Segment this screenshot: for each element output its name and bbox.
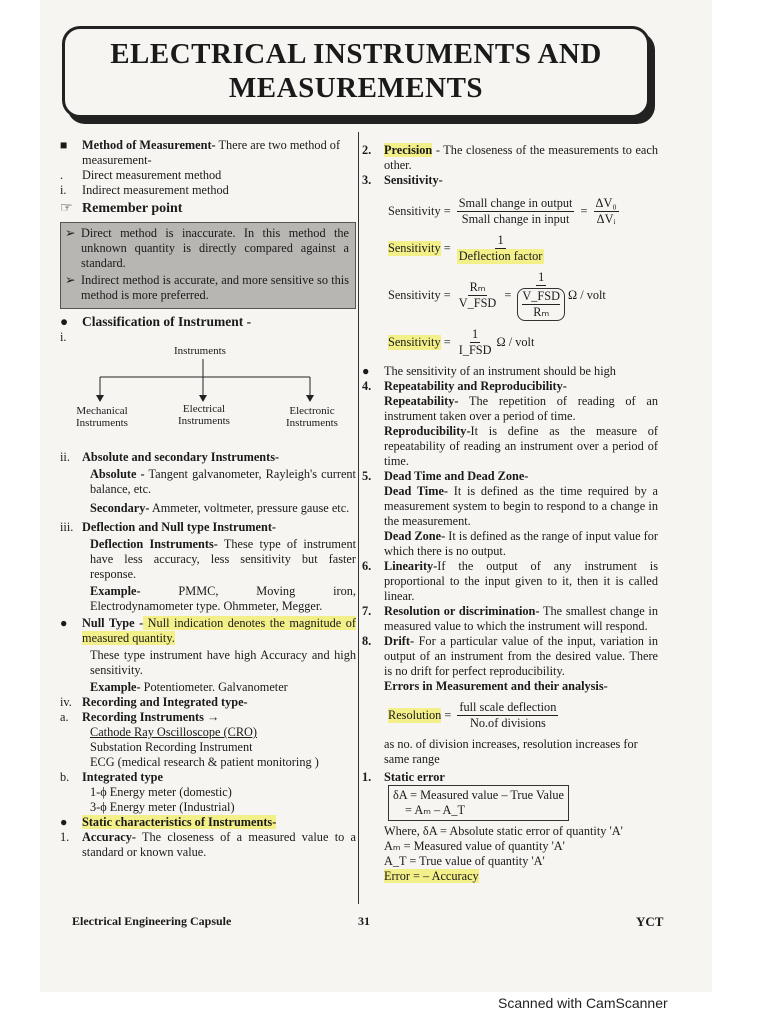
sensitivity-note: The sensitivity of an instrument should be high xyxy=(384,364,616,378)
formula-denominator: Deflection factor xyxy=(458,249,543,263)
list-marker: a. xyxy=(60,710,69,724)
sensitivity-formula-1: Sensitivity = $\frac{\text{Small change in output}}{\text{Small change in input}}$ = $\frac{\text{ΔV₀}}{\text{ΔVᵢ}}$ xyxy=(388,196,617,226)
linearity-text: If the output of any instrument is proportional to the input given to it, then it is called linear. xyxy=(384,559,658,603)
unit-text: Ω / volt xyxy=(568,288,606,302)
null-example xyxy=(60,680,356,695)
list-marker: 4. xyxy=(362,379,372,393)
where-line-2: Aₘ = Measured value of quantity 'A' xyxy=(384,839,565,853)
classification-heading-row xyxy=(60,313,356,330)
method-item xyxy=(60,138,356,168)
direct-item: . Direct measurement method xyxy=(60,168,356,183)
drift-item xyxy=(362,634,658,679)
static-error-formula-box xyxy=(388,785,569,821)
resolution-label: Resolution or discrimination- xyxy=(384,604,540,618)
classification-tree xyxy=(60,345,356,450)
repeatability-text: The repetition of reading of an instrument taken over a period of time. xyxy=(384,394,658,423)
static-error-heading: Static error xyxy=(384,770,445,784)
tree-node-electrical: Electrical Instruments xyxy=(178,403,230,427)
dead-time-text: It is defined as the time required by a measurement system to begin to respond to a change in the measurement. xyxy=(384,484,658,528)
list-marker: 1. xyxy=(60,830,70,844)
resolution-formula: Resolution = $\frac{\text{full scale deflection}}{\text{No.of divisions}}$ xyxy=(388,700,557,730)
precision-item xyxy=(362,143,658,173)
recording-heading-row xyxy=(60,695,356,710)
reproducibility-text: It is define as the measure of repeatability of reading an instrument over a period of time. xyxy=(384,424,658,468)
repeatability-heading-row xyxy=(362,379,658,394)
recording-item-ecg: ECG (medical research & patient monitoring ) xyxy=(90,755,319,769)
footer-publisher: YCT xyxy=(636,914,664,929)
formula-numerator: Rₘ xyxy=(469,280,486,294)
recording-integrated-heading: Recording and Integrated type- xyxy=(82,695,248,709)
tree-root: Instruments xyxy=(174,345,226,357)
pointing-hand-icon: ☞ xyxy=(60,201,73,216)
where-line-1: Where, δA = Absolute static error of quantity 'A' xyxy=(384,824,623,838)
sensitivity-term: Sensitivity xyxy=(388,241,441,255)
formula-denominator: I_FSD xyxy=(458,343,492,357)
formula-inner-denominator: Rₘ xyxy=(533,305,550,319)
formula-inner-numerator: V_FSD xyxy=(522,289,560,303)
dead-time-heading: Dead Time and Dead Zone- xyxy=(384,469,529,483)
linearity-item xyxy=(362,559,658,604)
formula-denominator: Small change in input xyxy=(461,212,570,226)
recording-instruments-row xyxy=(60,710,356,725)
repeatability-item xyxy=(362,394,658,424)
scanner-watermark: Scanned with CamScanner xyxy=(498,995,668,1011)
resolution-term: Resolution xyxy=(388,708,442,722)
circle-bullet-icon: ● xyxy=(60,815,68,829)
arrow-bullet-icon: ➢ xyxy=(65,273,76,287)
direct-method: Direct measurement method xyxy=(82,168,222,182)
sensitivity-term: Sensitivity xyxy=(388,335,441,349)
left-column xyxy=(60,138,356,860)
static-error-formula-1: δA = Measured value – True Value xyxy=(393,788,564,802)
tree-lines xyxy=(60,345,356,450)
secondary-text: Ammeter, voltmeter, pressure gause etc. xyxy=(149,501,350,515)
list-marker: 2. xyxy=(362,143,372,157)
resolution-text: The smallest change in measured value to which the instrument will respond. xyxy=(384,604,658,633)
null-example-label: Example- xyxy=(90,680,141,694)
circle-bullet-icon: ● xyxy=(362,364,370,378)
example-text: PMMC, Moving iron, Electrodynamometer type. Ohmmeter, Megger. xyxy=(90,584,356,613)
deflection-label: Deflection Instruments- xyxy=(90,537,218,551)
reproducibility-item xyxy=(362,424,658,469)
circle-bullet-icon: ● xyxy=(60,616,68,630)
accuracy-text: The closeness of a measured value to a standard or known value. xyxy=(82,830,356,859)
remember-box xyxy=(60,222,356,309)
absolute-secondary-heading xyxy=(60,450,356,465)
errors-heading: Errors in Measurement and their analysis- xyxy=(384,679,608,693)
drift-label: Drift- xyxy=(384,634,415,648)
sensitivity-formula-3: Sensitivity = $\frac{\text{Rₘ}}{\text{V\_FSD}}$ = 1 V_FSD Rₘ Ω / volt xyxy=(388,270,606,319)
null-more-text: These type instrument have high Accuracy and high sensitivity. xyxy=(90,648,356,677)
method-heading: Method of Measurement- xyxy=(82,138,216,152)
deflection-heading: Deflection and Null type Instrument- xyxy=(82,520,277,534)
right-column xyxy=(362,143,658,884)
page-title-line2: MEASUREMENTS xyxy=(228,72,484,104)
resolution-item xyxy=(362,604,658,634)
null-type-item xyxy=(60,616,356,646)
deflection-item xyxy=(60,537,356,582)
square-bullet-icon: ■ xyxy=(60,138,68,152)
remember-point-2: Indirect method is accurate, and more sensitive so this method is more preferred. xyxy=(81,273,349,302)
deflection-null-heading xyxy=(60,520,356,535)
deflection-example xyxy=(60,584,356,614)
footer-book-title: Electrical Engineering Capsule xyxy=(72,914,232,928)
static-heading: Static characteristics of Instruments- xyxy=(82,815,277,829)
list-marker: 6. xyxy=(362,559,372,573)
footer-page-number: 31 xyxy=(358,914,370,928)
list-marker: b. xyxy=(60,770,70,784)
integrated-item-1phase: 1-ϕ Energy meter (domestic) xyxy=(90,785,232,799)
list-marker: i. xyxy=(60,330,67,344)
page-title-line1: ELECTRICAL INSTRUMENTS AND xyxy=(110,38,602,70)
sensitivity-note-row xyxy=(362,364,658,379)
dead-time-heading-row xyxy=(362,469,658,484)
reproducibility-label: Reproducibility- xyxy=(384,424,471,438)
static-heading-row xyxy=(60,815,356,830)
dead-time-item xyxy=(362,484,658,529)
arrow-bullet-icon: ➢ xyxy=(65,226,76,240)
indirect-item xyxy=(60,183,356,198)
formula-numerator: 1 xyxy=(497,233,504,247)
list-marker: 8. xyxy=(362,634,372,648)
list-marker: 1. xyxy=(362,770,372,784)
list-marker: iv. xyxy=(60,695,72,709)
secondary-label: Secondary- xyxy=(90,501,150,515)
linearity-label: Linearity- xyxy=(384,559,438,573)
dead-zone-item xyxy=(362,529,658,559)
column-divider xyxy=(358,132,359,904)
tree-marker-row xyxy=(60,330,356,345)
list-marker: i. xyxy=(60,183,67,197)
remember-point-1: Direct method is inaccurate. In this method the unknown quantity is directly compared against a standard. xyxy=(81,226,349,270)
recording-item-cro: Cathode Ray Oscilloscope (CRO) xyxy=(90,725,258,739)
precision-text: - The closeness of the measurements to each other. xyxy=(384,143,658,172)
recording-item-substation: Substation Recording Instrument xyxy=(90,740,253,754)
formula-numerator: Small change in output xyxy=(458,196,573,210)
where-line-4: Error = – Accuracy xyxy=(384,869,479,883)
formula-numerator: 1 xyxy=(538,270,545,284)
title-box xyxy=(62,26,650,118)
circle-bullet-icon: ● xyxy=(60,314,69,329)
where-line-3: A_T = True value of quantity 'A' xyxy=(384,854,545,868)
list-marker: iii. xyxy=(60,520,74,534)
unit-text: Ω / volt xyxy=(496,335,535,349)
repeatability-label: Repeatability- xyxy=(384,394,459,408)
list-marker: ii. xyxy=(60,450,70,464)
formula-denominator: No.of divisions xyxy=(469,716,546,730)
formula-numerator: 1 xyxy=(472,327,479,341)
dead-zone-label: Dead Zone- xyxy=(384,529,446,543)
absolute-heading: Absolute and secondary Instruments- xyxy=(82,450,280,464)
classification-heading: Classification of Instrument - xyxy=(82,314,252,329)
sensitivity-term: Sensitivity xyxy=(388,288,441,302)
repeatability-heading: Repeatability and Reproducibility- xyxy=(384,379,567,393)
indirect-method: Indirect measurement method xyxy=(82,183,229,197)
secondary-item xyxy=(60,501,356,516)
null-text: Null indication denotes the magnitude of measured quantity. xyxy=(82,616,356,645)
null-label: Null Type - xyxy=(82,616,144,630)
method-text: There are two method of measurement- xyxy=(82,138,341,167)
integrated-item-3phase: 3-ϕ Energy meter (Industrial) xyxy=(90,800,235,814)
drift-text: For a particular value of the input, variation in output of an instrument from the desired value. There is no drift for perfect reproducibility. xyxy=(384,634,658,678)
dead-zone-text: It is defined as the range of input value for which there is no output. xyxy=(384,529,658,558)
resolution-note: as no. of division increases, resolution increases for same range xyxy=(384,737,638,766)
absolute-item xyxy=(60,467,356,497)
accuracy-item xyxy=(60,830,356,860)
integrated-type-row xyxy=(60,770,356,785)
recording-instruments-heading: Recording Instruments → xyxy=(82,710,220,724)
example-label: Example- xyxy=(90,584,141,598)
precision-label: Precision xyxy=(384,143,433,157)
remember-heading: Remember point xyxy=(82,201,183,216)
sensitivity-term: Sensitivity xyxy=(388,204,441,218)
list-marker: 5. xyxy=(362,469,372,483)
formula-denominator: ΔVᵢ xyxy=(596,212,616,226)
static-error-formula-2: = Aₘ – A_T xyxy=(405,803,466,817)
formula-numerator: full scale deflection xyxy=(459,700,557,714)
static-error-heading-row xyxy=(362,770,658,785)
remember-heading-row xyxy=(60,200,356,218)
tree-node-mechanical: Mechanical Instruments xyxy=(76,405,128,429)
sensitivity-heading-row xyxy=(362,173,658,188)
tree-node-electronic: Electronic Instruments xyxy=(286,405,338,429)
dead-time-label: Dead Time- xyxy=(384,484,449,498)
absolute-text: Tangent galvanometer, Rayleigh's current balance, etc. xyxy=(90,467,356,496)
list-marker: 3. xyxy=(362,173,372,187)
sensitivity-formula-2: Sensitivity = $\frac{1}{\text{Deflection factor}}$ xyxy=(388,233,543,263)
sensitivity-heading: Sensitivity- xyxy=(384,173,443,187)
accuracy-label: Accuracy- xyxy=(82,830,136,844)
deflection-text: These type of instrument have less accuracy, less sensitivity but faster response. xyxy=(90,537,357,581)
absolute-label: Absolute - xyxy=(90,467,145,481)
null-example-text: Potentiometer. Galvanometer xyxy=(140,680,288,694)
integrated-type-heading: Integrated type xyxy=(82,770,163,784)
list-marker: 7. xyxy=(362,604,372,618)
formula-denominator: V_FSD xyxy=(458,296,497,310)
formula-numerator: ΔV₀ xyxy=(595,196,617,210)
sensitivity-formula-4: Sensitivity = $\frac{1}{\text{I\_FSD}}$ Ω / volt xyxy=(388,327,535,357)
